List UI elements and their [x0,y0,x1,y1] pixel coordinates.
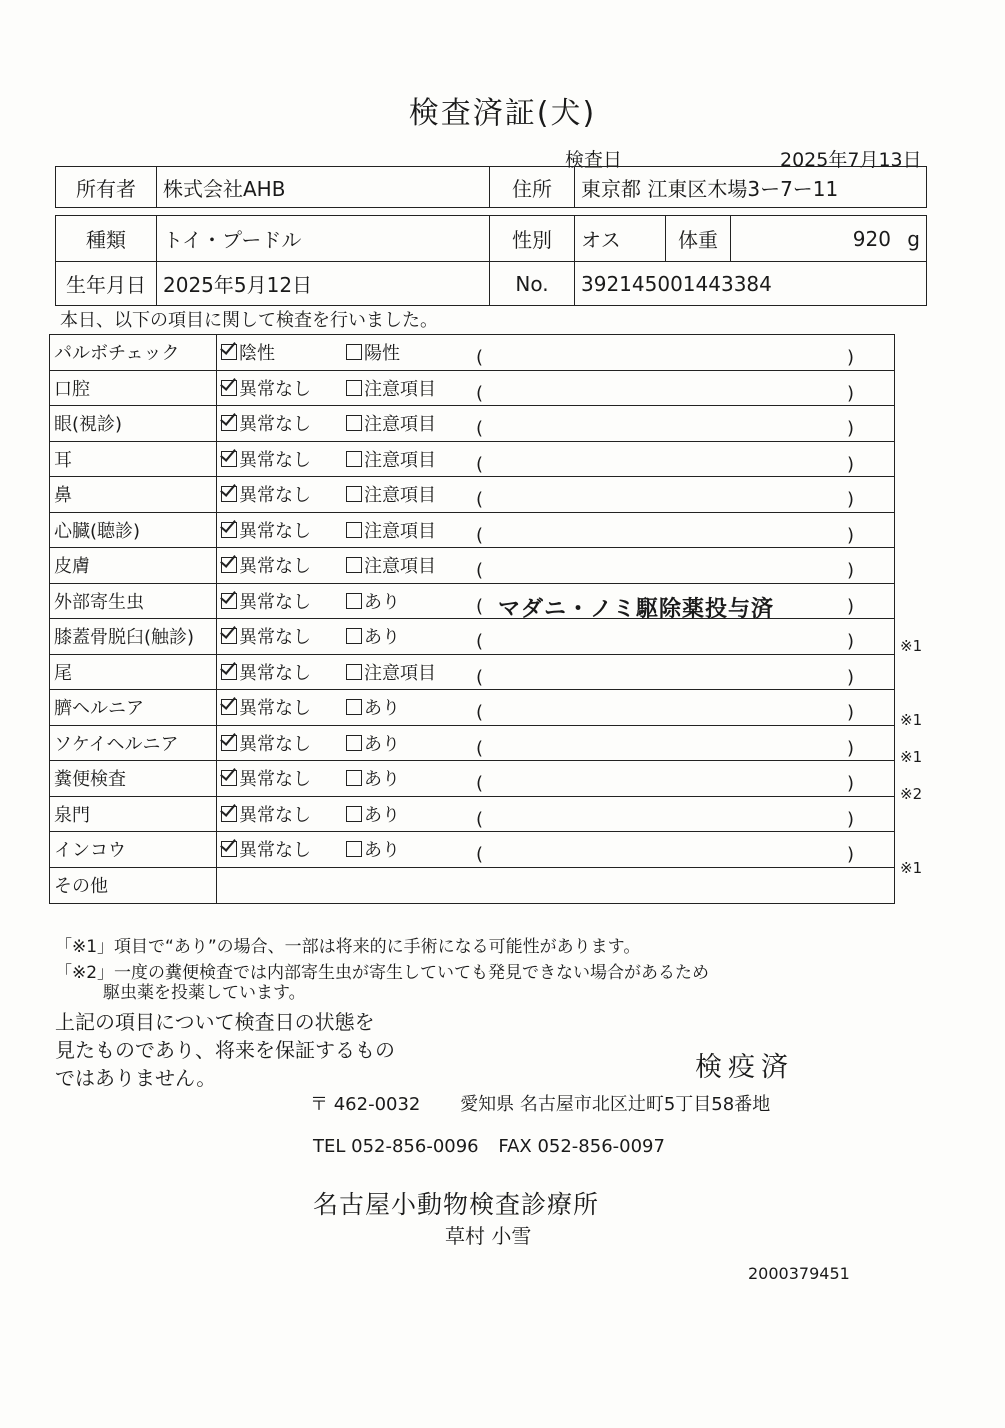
weight-label: 体重 [666,216,731,262]
unchecked-checkbox-icon[interactable] [346,806,362,822]
check-option-1: 異常なし [239,627,311,649]
statement-line-1: 上記の項目について検査日の状態を [55,1010,375,1034]
check-option-2: 注意項目 [364,485,436,507]
check-options [217,441,895,477]
statement-line-3: ではありません。 [55,1066,217,1090]
check-row [50,761,895,797]
checked-checkbox-icon[interactable] [221,344,237,360]
paren-close: ) [846,808,854,830]
paren-open: ( [476,418,484,440]
check-item-label: 鼻 [50,477,217,513]
check-options [217,796,895,832]
unchecked-checkbox-icon[interactable] [346,735,362,751]
check-option-1: 異常なし [239,520,311,542]
check-option-2: 注意項目 [364,556,436,578]
clinic-name: 名古屋小動物検査診療所 [313,1190,600,1219]
unchecked-checkbox-icon[interactable] [346,486,362,502]
unchecked-checkbox-icon[interactable] [346,344,362,360]
check-option-1: 異常なし [239,449,311,471]
check-options [217,548,895,584]
check-row [50,406,895,442]
check-options [217,832,895,868]
exam-date-label: 検査日 [565,149,623,171]
owner-table [55,166,927,208]
document-number: 2000379451 [748,1264,850,1283]
check-item-label: 臍ヘルニア [50,690,217,726]
footnote-2: 「※2」一度の糞便検査では内部寄生虫が寄生していても発見できない場合があるため [55,963,710,983]
paren-close: ) [846,844,854,866]
check-row [50,583,895,619]
check-item-label: 耳 [50,441,217,477]
footnote-1: 「※1」項目で“あり”の場合、一部は将来的に手術になる可能性があります。 [55,937,641,957]
checked-checkbox-icon[interactable] [221,415,237,431]
number-value: 392145001443384 [575,262,927,306]
check-option-1: 異常なし [239,662,311,684]
page-title: 検査済証(犬) [408,96,597,131]
checked-checkbox-icon[interactable] [221,770,237,786]
paren-close: ) [846,631,854,653]
check-item-label: 皮膚 [50,548,217,584]
address-value: 東京都 江東区木場3ー7ー11 [575,167,927,208]
checked-checkbox-icon[interactable] [221,557,237,573]
weight-value: 920 [852,226,891,251]
owner-value: 株式会社AHB [157,167,490,208]
checks-table [49,334,895,904]
paren-open: ( [476,702,484,724]
paren-open: ( [476,773,484,795]
check-option-1: 異常なし [239,414,311,436]
check-options [217,335,895,371]
footnote-mark: ※1 [900,637,923,656]
paren-close: ) [846,773,854,795]
paren-close: ) [846,666,854,688]
birth-value: 2025年5月12日 [157,262,490,306]
check-row [50,370,895,406]
other-label: その他 [50,867,217,903]
check-item-label: パルボチェック [50,335,217,371]
paren-open: ( [476,347,484,369]
check-option-1: 異常なし [239,804,311,826]
check-item-label: 糞便検査 [50,761,217,797]
checked-checkbox-icon[interactable] [221,380,237,396]
paren-open: ( [476,666,484,688]
check-option-1: 異常なし [239,556,311,578]
check-option-2: あり [364,840,400,862]
paren-close: ) [846,737,854,759]
unchecked-checkbox-icon[interactable] [346,664,362,680]
check-row [50,619,895,655]
quarantine-stamp: 検疫済 [695,1052,794,1083]
paren-open: ( [476,524,484,546]
tel: TEL 052-856-0096 [313,1136,479,1157]
check-option-2: 注意項目 [364,662,436,684]
unchecked-checkbox-icon[interactable] [346,699,362,715]
contact-line [313,1136,665,1157]
postal-code: 〒 462-0032 [310,1094,421,1115]
breed-label: 種類 [56,216,157,262]
check-option-2: あり [364,627,400,649]
checked-checkbox-icon[interactable] [221,806,237,822]
paren-open: ( [476,560,484,582]
intro-text: 本日、以下の項目に関して検査を行いました。 [60,310,438,331]
paren-close: ) [846,489,854,511]
check-option-2: あり [364,733,400,755]
check-row [50,441,895,477]
unchecked-checkbox-icon[interactable] [346,415,362,431]
check-options [217,725,895,761]
check-row [50,654,895,690]
sex-label: 性別 [490,216,575,262]
check-option-2: 注意項目 [364,414,436,436]
check-option-1: 異常なし [239,591,311,613]
unchecked-checkbox-icon[interactable] [346,770,362,786]
check-options [217,477,895,513]
check-item-label: ソケイヘルニア [50,725,217,761]
checked-checkbox-icon[interactable] [221,593,237,609]
check-row [50,335,895,371]
checked-checkbox-icon[interactable] [221,735,237,751]
check-options [217,654,895,690]
paren-close: ) [846,453,854,475]
number-label: No. [490,262,575,306]
check-item-label: 泉門 [50,796,217,832]
owner-label: 所有者 [56,167,157,208]
unchecked-checkbox-icon[interactable] [346,841,362,857]
check-option-1: 異常なし [239,698,311,720]
check-item-label: 膝蓋骨脱臼(触診) [50,619,217,655]
check-item-label: 口腔 [50,370,217,406]
check-options [217,690,895,726]
paren-open: ( [476,844,484,866]
paren-open: ( [476,453,484,475]
check-option-2: 注意項目 [364,520,436,542]
paren-open: ( [476,489,484,511]
check-row [50,690,895,726]
check-options [217,583,895,622]
checked-checkbox-icon[interactable] [221,486,237,502]
paren-close: ) [846,347,854,369]
paren-open: ( [476,631,484,653]
paren-close: ) [846,702,854,724]
check-row [50,477,895,513]
paren-open: ( [476,595,484,617]
check-option-1: 陰性 [239,343,275,365]
check-row [50,725,895,761]
vet-name: 草村 小雪 [445,1224,532,1248]
other-value [217,867,895,903]
check-option-2: あり [364,804,400,826]
check-option-1: 異常なし [239,769,311,791]
unchecked-checkbox-icon[interactable] [346,593,362,609]
check-options [217,370,895,406]
unchecked-checkbox-icon[interactable] [346,522,362,538]
check-option-2: あり [364,769,400,791]
check-row [50,548,895,584]
unchecked-checkbox-icon[interactable] [346,557,362,573]
check-item-label: 眼(視診) [50,406,217,442]
paren-open: ( [476,808,484,830]
unchecked-checkbox-icon[interactable] [346,380,362,396]
check-note: マダニ・ノミ駆除薬投与済 [498,596,775,622]
checked-checkbox-icon[interactable] [221,451,237,467]
check-row [50,512,895,548]
check-options [217,406,895,442]
check-option-2: 陽性 [364,343,400,365]
clinic-address: 愛知県 名古屋市北区辻町5丁目58番地 [460,1094,771,1115]
animal-table [55,215,927,306]
checked-checkbox-icon[interactable] [221,628,237,644]
unchecked-checkbox-icon[interactable] [346,451,362,467]
check-row [50,796,895,832]
footnote-mark: ※2 [900,784,923,803]
statement-line-2: 見たものであり、将来を保証するもの [55,1038,395,1062]
breed-value: トイ・プードル [157,216,490,262]
checked-checkbox-icon[interactable] [221,699,237,715]
fax: FAX 052-856-0097 [498,1136,665,1157]
check-option-1: 異常なし [239,840,311,862]
unchecked-checkbox-icon[interactable] [346,628,362,644]
check-option-1: 異常なし [239,378,311,400]
paren-open: ( [476,382,484,404]
checked-checkbox-icon[interactable] [221,841,237,857]
check-options [217,761,895,797]
check-options [217,512,895,548]
address-label: 住所 [490,167,575,208]
check-item-label: インコウ [50,832,217,868]
footnote-mark: ※1 [900,711,923,729]
check-row [50,832,895,868]
footnote-mark: ※1 [900,747,923,766]
footnote-2-continued: 駆虫薬を投薬しています。 [103,983,306,1003]
check-options [217,619,895,655]
paren-close: ) [846,560,854,582]
paren-close: ) [846,595,854,617]
check-option-1: 異常なし [239,733,311,755]
checked-checkbox-icon[interactable] [221,522,237,538]
birth-label: 生年月日 [56,262,157,306]
check-option-2: あり [364,698,400,720]
paren-open: ( [476,737,484,759]
statement [55,1008,395,1092]
clinic-address-line [310,1090,770,1116]
check-item-label: 心臓(聴診) [50,512,217,548]
check-option-1: 異常なし [239,485,311,507]
paren-close: ) [846,524,854,546]
checked-checkbox-icon[interactable] [221,664,237,680]
exam-date: 2025年7月13日 [780,149,922,171]
paren-close: ) [846,418,854,440]
paren-close: ) [846,382,854,404]
check-item-label: 尾 [50,654,217,690]
sex-value: オス [575,216,666,262]
weight-unit: g [907,226,920,251]
check-item-label: 外部寄生虫 [50,583,217,619]
check-option-2: 注意項目 [364,449,436,471]
check-option-2: あり [364,591,400,613]
check-option-2: 注意項目 [364,378,436,400]
footnote-mark: ※1 [900,858,923,877]
